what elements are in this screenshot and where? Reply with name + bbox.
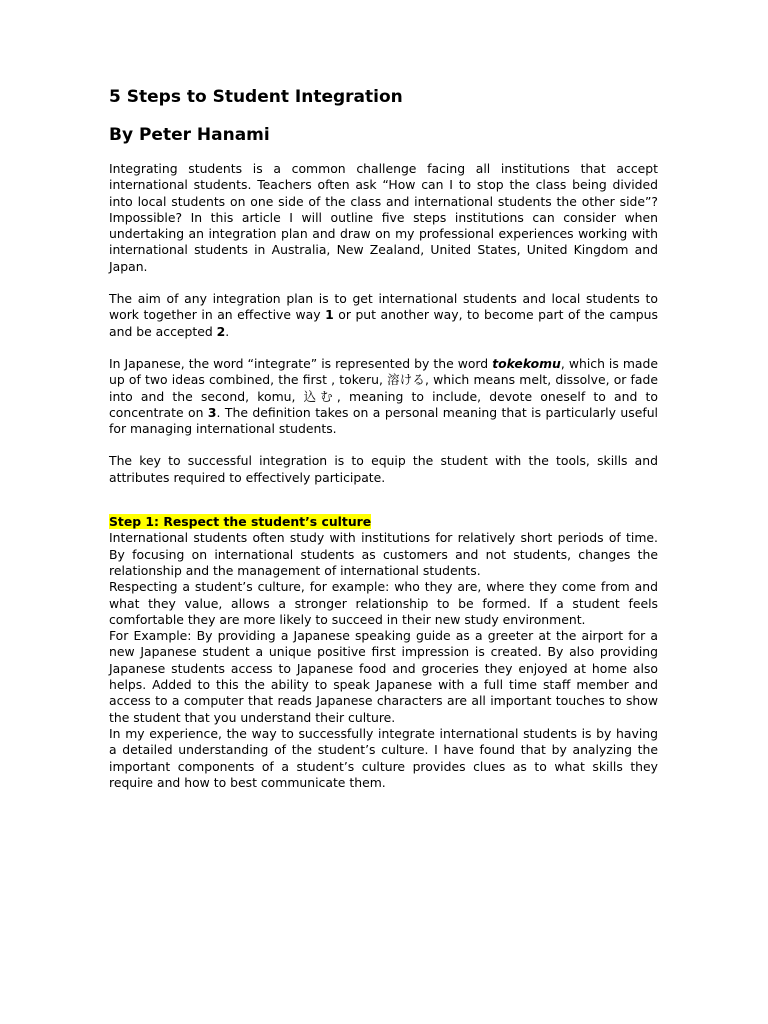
aim-text-a: The aim of any integration plan is to get international students and local students to work together in an effective way <box>109 291 658 323</box>
reference-1: 1 <box>325 307 334 323</box>
step-1-heading: Step 1: Respect the student’s culture <box>109 514 372 530</box>
aim-text-c: . <box>225 323 230 339</box>
japanese-term-paragraph <box>109 356 658 437</box>
step-1-paragraph-1: International students often study with institutions for relatively short periods of time. By focusing on international students as customers and not students, changes the relationship and the management of international students. <box>109 530 658 578</box>
reference-3: 3 <box>207 404 217 420</box>
step-1-paragraph-4: In my experience, the way to successfully integrate international students is by having a detailed understanding of the student’s culture. I have found that by analyzing the important components of a student’s culture provides clues as to what skills they require and how to best communicate them. <box>109 725 658 790</box>
author-byline: By Peter Hanami <box>109 125 270 145</box>
reference-2: 2 <box>216 323 226 339</box>
intro-paragraph: Integrating students is a common challenge facing all institutions that accept international students. Teachers often ask “How can I to stop the class being divided into local students on one side of the class and international students the other side”? Impossible? In this article I will outline five steps institutions can consider when undertaking an integration plan and draw on my professional experiences working with international students in Australia, New Zealand, United States, United Kingdom and Japan. <box>109 161 658 274</box>
aim-text-b: or put another way, to become part of the campus and be accepted <box>109 307 658 339</box>
aim-paragraph <box>109 291 658 340</box>
document-page <box>109 85 658 791</box>
step-1-paragraph-3: For Example: By providing a Japanese speaking guide as a greeter at the airport for a new Japanese student a unique positive first impression is created. By also providing Japanese students access to Japanese food and groceries they enjoyed at home also helps. Added to this the ability to speak Japanese with a full time staff member and access to a computer that reads Japanese characters are all important touches to show the student that you understand their culture. <box>109 628 658 725</box>
key-paragraph: The key to successful integration is to equip the student with the tools, skills and attributes required to effectively participate. <box>109 453 658 485</box>
document-title: 5 Steps to Student Integration <box>109 87 403 107</box>
step-1-paragraph-2: Respecting a student’s culture, for example: who they are, where they come from and what they value, allows a stronger relationship to be formed. If a student feels comfortable they are more likely to succeed in their new study environment. <box>109 579 658 627</box>
tokekomu-term: tokekomu <box>492 355 561 371</box>
term-text-a: In Japanese, the word “integrate” is represented by the word <box>109 355 493 371</box>
term-text-b: , which is made up of two ideas combined, the first , tokeru, 溶ける, which means melt, dissolve, or fade into and the second, komu, 込む, meaning to include, devote oneself to and to concentrate on <box>109 355 658 420</box>
term-text-c: . The definition takes on a personal meaning that is particularly useful for managing international students. <box>109 404 658 437</box>
step-1-section <box>109 514 658 791</box>
